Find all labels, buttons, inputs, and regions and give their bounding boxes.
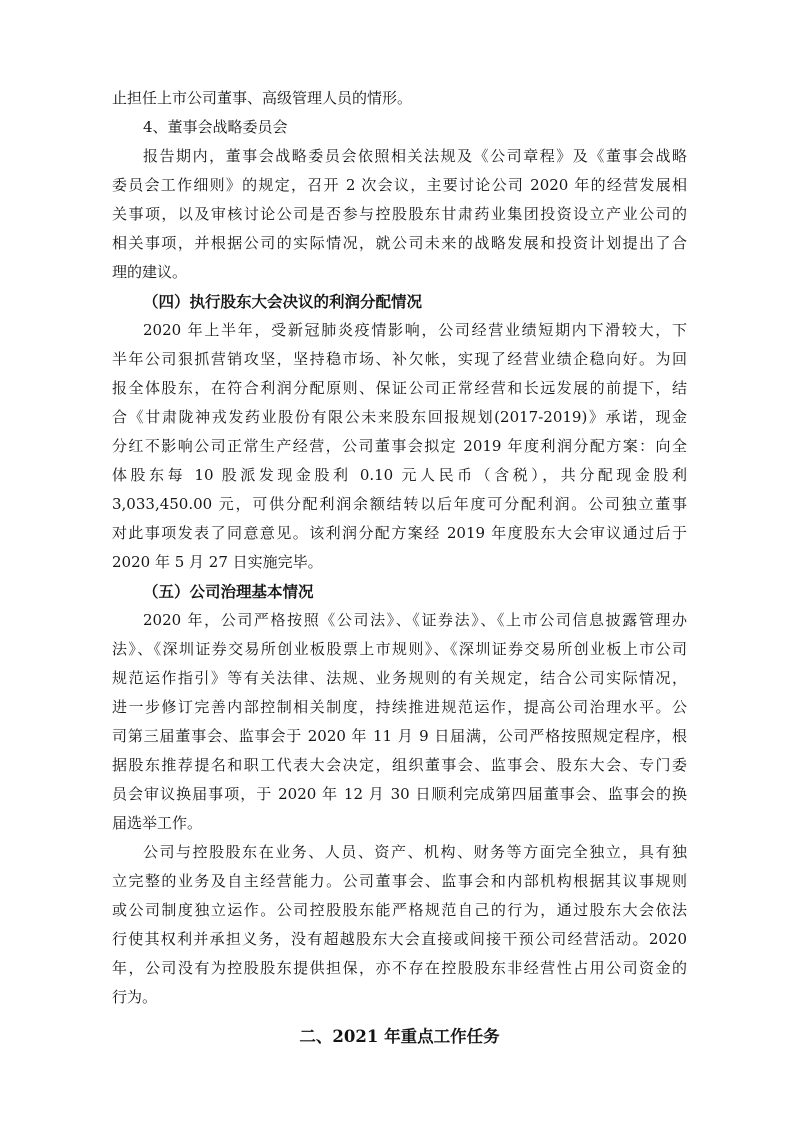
text-line: 3,033,450.00 元，可供分配利润余额结转以后年度可分配利润。公司独立董事 — [112, 495, 687, 513]
text-line: 行使其权利并承担义务，没有超越股东大会直接或间接干预公司经营活动。2020 — [112, 930, 687, 948]
section-heading-four — [112, 287, 687, 316]
text-line: （五）公司治理基本情况 — [143, 582, 314, 601]
text-line: 分红不影响公司正常生产经营，公司董事会拟定 2019 年度利润分配方案：向全 — [112, 437, 687, 455]
text-line: 进一步修订完善内部控制相关制度，持续推进规范运作，提高公司治理水平。公 — [112, 698, 687, 716]
text-line: 2020 年 5 月 27 日实施完毕。 — [112, 553, 323, 571]
text-line: 或公司制度独立运作。公司控股股东能严格规范自己的行为，通过股东大会依法 — [112, 901, 687, 919]
text-line: 员会审议换届事项，于 2020 年 12 月 30 日顺利完成第四届董事会、监事会的换 — [112, 785, 687, 803]
text-line: 半年公司狠抓营销攻坚，坚持稳市场、补欠帐，实现了经营业绩企稳向好。为回 — [112, 350, 687, 368]
text-line: 规范运作指引》等有关法律、法规、业务规则的有关规定，结合公司实际情况， — [112, 669, 687, 687]
text-line: 4、董事会战略委员会 — [143, 118, 288, 136]
paragraph-independence — [112, 838, 687, 1012]
text-line: 立完整的业务及自主经营能力。公司董事会、监事会和内部机构根据其议事规则 — [112, 872, 687, 890]
text-line: 报告期内，董事会战略委员会依照相关法规及《公司章程》及《董事会战略 — [143, 147, 687, 165]
text-line: （四）执行股东大会决议的利润分配情况 — [143, 292, 423, 311]
text-line: 公司与控股股东在业务、人员、资产、机构、财务等方面完全独立，具有独 — [143, 843, 687, 861]
text-line: 相关事项，并根据公司的实际情况，就公司未来的战略发展和投资计划提出了合 — [112, 234, 687, 252]
text-line: 2020 年，公司严格按照《公司法》、《证券法》、《上市公司信息披露管理办 — [143, 611, 687, 629]
text-line: 司第三届董事会、监事会于 2020 年 11 月 9 日届满，公司严格按照规定程序，根 — [112, 727, 687, 745]
text-line: 报全体股东，在符合利润分配原则、保证公司正常经营和长远发展的前提下，结 — [112, 379, 687, 397]
text-line: 委员会工作细则》的规定，召开 2 次会议，主要讨论公司 2020 年的经营发展相 — [112, 176, 687, 194]
text-line: 法》、《深圳证券交易所创业板股票上市规则》、《深圳证券交易所创业板上市公司 — [112, 640, 687, 658]
text-line: 对此事项发表了同意意见。该利润分配方案经 2019 年度股东大会审议通过后于 — [112, 524, 687, 542]
text-line: 行为。 — [112, 988, 158, 1006]
list-item-4 — [112, 113, 687, 142]
text-line: 理的建议。 — [112, 263, 188, 281]
text-line: 止担任上市公司董事、高级管理人员的情形。 — [112, 89, 413, 107]
text-line: 二、2021 年重点工作任务 — [299, 1027, 500, 1046]
paragraph-profit-distribution — [112, 316, 687, 577]
text-line: 届选举工作。 — [112, 814, 203, 832]
text-line: 据股东推荐提名和职工代表大会决定，组织董事会、监事会、股东大会、专门委 — [112, 756, 687, 774]
paragraph-governance — [112, 606, 687, 838]
text-line: 关事项，以及审核讨论公司是否参与控股股东甘肃药业集团投资设立产业公司的 — [112, 205, 687, 223]
paragraph-strategy-committee — [112, 142, 687, 287]
section-heading-five — [112, 577, 687, 606]
text-line: 年，公司没有为控股股东提供担保，亦不存在控股股东非经营性占用公司资金的 — [112, 959, 687, 977]
text-line: 2020 年上半年，受新冠肺炎疫情影响，公司经营业绩短期内下滑较大，下 — [143, 321, 687, 339]
text-line: 体股东每 10 股派发现金股利 0.10 元人民币（含税），共分配现金股利 — [112, 466, 687, 484]
text-line: 合《甘肃陇神戎发药业股份有限公未来股东回报规划(2017-2019)》承诺，现金 — [112, 408, 687, 426]
page-heading-2021-tasks — [112, 1022, 687, 1051]
paragraph-continuation — [112, 84, 687, 113]
